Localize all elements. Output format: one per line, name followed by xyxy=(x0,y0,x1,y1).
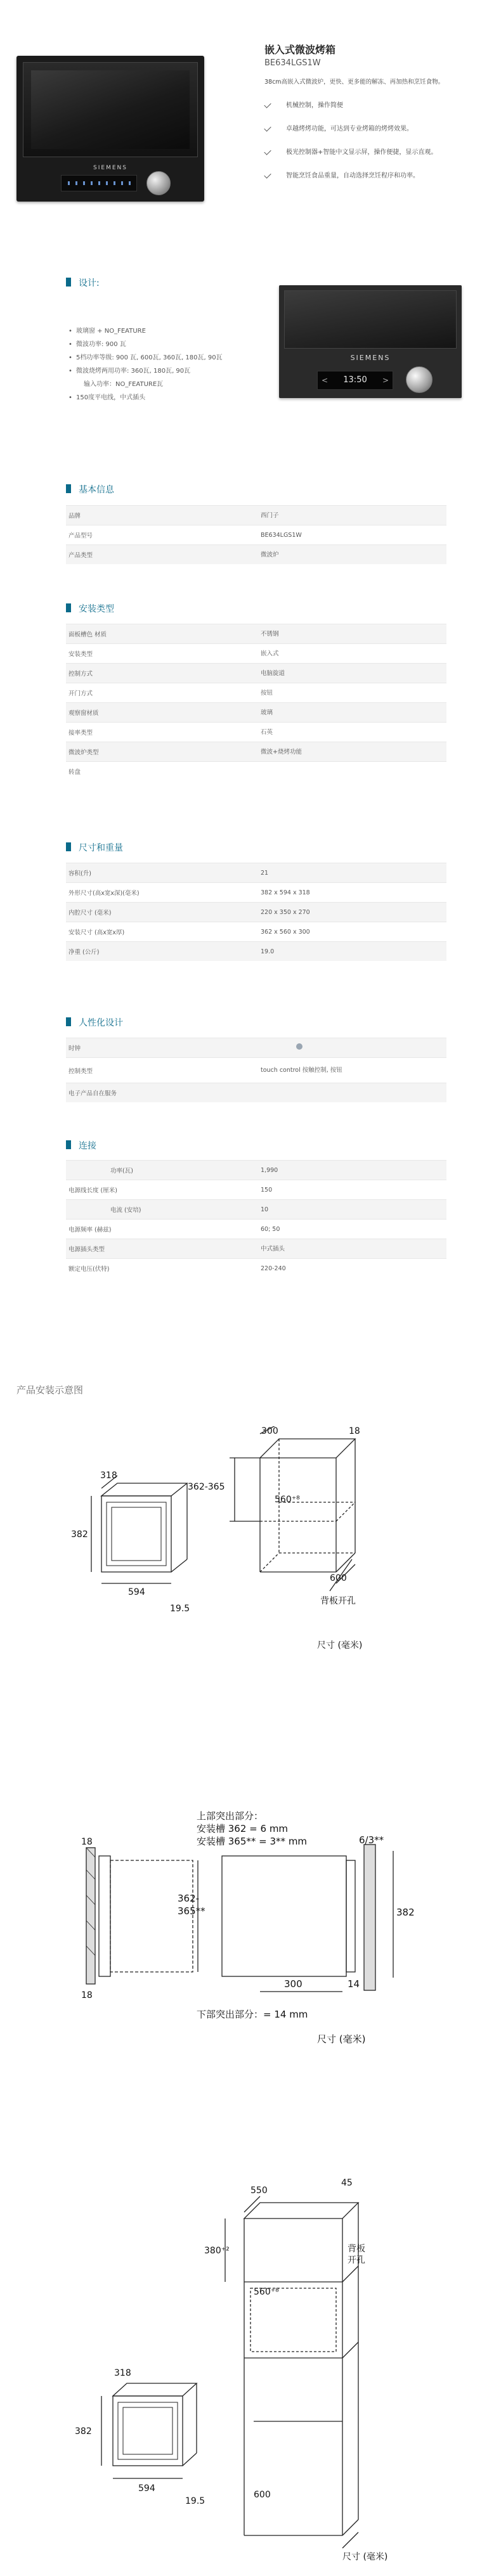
dim-label: 300 xyxy=(261,1426,278,1436)
dim-label: 45 xyxy=(341,2178,353,2188)
section-personal-heading: 人性化设计 xyxy=(66,1012,446,1031)
table-row: 时钟 xyxy=(66,1038,446,1057)
dim-label: 594 xyxy=(128,1587,145,1597)
unit-label: 尺寸 (毫米) xyxy=(342,2552,388,2561)
dim-label: 550 xyxy=(251,2186,268,2196)
knob-icon xyxy=(406,366,433,393)
note-label: 上部突出部分： xyxy=(197,1810,264,1822)
dim-label: 6/3** xyxy=(359,1834,384,1846)
table-row: 安装类型 嵌入式 xyxy=(66,643,446,663)
knob-icon xyxy=(146,171,171,195)
install-drawing-2 xyxy=(63,1806,444,2079)
table-row: 接率类型 石英 xyxy=(66,722,446,742)
section-connect-heading: 连接 xyxy=(66,1135,446,1154)
feature-item: 极光控制器+智能中文显示屏，操作便捷，显示直观。 xyxy=(264,146,493,156)
table-row: 微波炉类型 微波+烧烤功能 xyxy=(66,742,446,761)
table-row: 产品类型 微波炉 xyxy=(66,544,446,564)
dim-label: 300 xyxy=(284,1978,303,1990)
install-diagram-title: 产品安装示意图 xyxy=(16,1384,84,1396)
dim-label: 594 xyxy=(138,2483,155,2494)
section-basic-heading: 基本信息 xyxy=(66,479,446,498)
list-item: • 150度平电线，中式插头 xyxy=(68,394,146,401)
note-label: 下部突出部分：= 14 mm xyxy=(197,2009,308,2020)
table-row: 电流 (安培) 10 xyxy=(66,1199,446,1219)
section-install-heading: 安装类型 xyxy=(66,598,446,617)
list-item: 输入功率：NO_FEATURE瓦 xyxy=(84,381,164,388)
table-row: 功率(瓦) 1,990 xyxy=(66,1160,446,1180)
dim-label: 318 xyxy=(114,2368,131,2378)
feature-item: 机械控制，操作简便 xyxy=(264,100,493,109)
control-panel-image xyxy=(279,285,462,398)
personal-table xyxy=(66,1038,446,1102)
product-model: BE634LGS1W xyxy=(264,58,321,68)
table-row: 净重 (公斤) 19.0 xyxy=(66,941,446,961)
dim-label: 600 xyxy=(330,1573,347,1583)
back-hole-label: 背板开孔 xyxy=(320,1596,356,1606)
list-item: • 微波烧烤两用功率: 360瓦, 180瓦, 90瓦 xyxy=(68,368,191,375)
section-design-heading: 设计: xyxy=(66,273,446,292)
feature-item: 智能烹饪食品重量，自动选择烹饪程序和功率。 xyxy=(264,170,493,179)
dim-label: 365** xyxy=(178,1905,205,1917)
product-hero xyxy=(14,37,488,214)
basic-info-table xyxy=(66,505,446,564)
install-drawing-1 xyxy=(63,1426,444,1680)
table-row: 安装尺寸 (高x宽x厚) 362 x 560 x 300 xyxy=(66,922,446,941)
check-icon xyxy=(264,125,273,131)
dim-label: 362- xyxy=(178,1893,200,1904)
dim-label: 380⁺² xyxy=(204,2246,230,2256)
table-row: 电源插头类型 中式插头 xyxy=(66,1239,446,1258)
back-hole-label: 背板 xyxy=(348,2244,365,2254)
table-row: 电子产品自在服务 xyxy=(66,1083,446,1102)
dim-label: 318 xyxy=(100,1471,117,1481)
display-time: 13:50 xyxy=(343,375,367,385)
install-type-table xyxy=(66,624,446,781)
list-item: • 玻璃窗 + NO_FEATURE xyxy=(68,328,146,335)
design-feature-list xyxy=(68,325,278,404)
dim-label: 19.5 xyxy=(170,1604,190,1614)
note-label: 安装槽 365** = 3** mm xyxy=(197,1836,308,1847)
connection-table xyxy=(66,1160,446,1278)
section-dims-heading: 尺寸和重量 xyxy=(66,837,446,856)
dim-label: 18 xyxy=(81,1990,93,2000)
list-item: • 5档功率等级: 900 瓦, 600瓦, 360瓦, 180瓦, 90瓦 xyxy=(68,354,223,361)
product-image xyxy=(14,56,207,205)
dim-label: 382 xyxy=(71,1530,88,1540)
product-description: 38cm高嵌入式微波炉，更快、更多能的解冻、再加热和烹饪食物。 xyxy=(264,79,445,86)
display-panel: < 13:50 > xyxy=(317,371,393,390)
dim-label: 560⁺⁸ xyxy=(254,2287,279,2297)
dim-label: 18 xyxy=(349,1426,360,1436)
dim-label: 600 xyxy=(254,2490,271,2500)
check-icon xyxy=(264,148,273,155)
check-icon xyxy=(264,101,273,108)
table-row: 面板槽色 材质 不锈钢 xyxy=(66,624,446,643)
table-row: 电源线长度 (厘米) 150 xyxy=(66,1180,446,1199)
feature-item: 卓越烤烤功能，可达到专业烤箱的烤烤效果。 xyxy=(264,123,493,132)
table-row: 外形尺寸(高x宽x深)(毫米) 382 x 594 x 318 xyxy=(66,882,446,902)
dim-label: 382 xyxy=(396,1907,415,1918)
list-item: • 微波功率: 900 瓦 xyxy=(68,341,126,348)
table-row: 产品型号 BE634LGS1W xyxy=(66,525,446,544)
table-row: 控制方式 电脑旋道 xyxy=(66,663,446,683)
dim-label: 19.5 xyxy=(185,2496,205,2506)
back-hole-label: 开孔 xyxy=(348,2255,365,2265)
install-drawing-3 xyxy=(63,2168,444,2561)
unit-label: 尺寸 (毫米) xyxy=(317,1640,363,1651)
dimensions-table xyxy=(66,863,446,961)
unit-label: 尺寸 (毫米) xyxy=(317,2033,366,2045)
table-row: 观察窗材质 玻璃 xyxy=(66,702,446,722)
dim-label: 362-365 xyxy=(188,1482,225,1492)
table-row: 额定电压(伏特) 220-240 xyxy=(66,1258,446,1278)
dot-icon xyxy=(296,1043,303,1050)
table-row: 内腔尺寸 (毫米) 220 x 350 x 270 xyxy=(66,902,446,922)
oven-illustration xyxy=(16,56,204,202)
dim-label: 560⁺⁸ xyxy=(275,1495,300,1505)
dim-label: 14 xyxy=(348,1978,360,1990)
product-title: 嵌入式微波烤箱 xyxy=(264,44,336,56)
table-row: 转盘 xyxy=(66,761,446,781)
note-label: 安装槽 362 = 6 mm xyxy=(197,1823,289,1834)
table-row: 容积(升) 21 xyxy=(66,863,446,882)
brand-logo: SIEMENS xyxy=(350,354,391,362)
check-icon xyxy=(264,172,273,178)
table-row: 开门方式 按钮 xyxy=(66,683,446,702)
dim-label: 18 xyxy=(81,1837,93,1847)
table-row: 品牌 西门子 xyxy=(66,505,446,525)
table-row: 电源频率 (赫兹) 60; 50 xyxy=(66,1219,446,1239)
table-row: 控制类型 touch control 按触控制, 按钮 xyxy=(66,1057,446,1083)
dim-label: 382 xyxy=(75,2426,92,2437)
brand-logo: SIEMENS xyxy=(93,165,127,171)
product-summary xyxy=(264,42,493,179)
